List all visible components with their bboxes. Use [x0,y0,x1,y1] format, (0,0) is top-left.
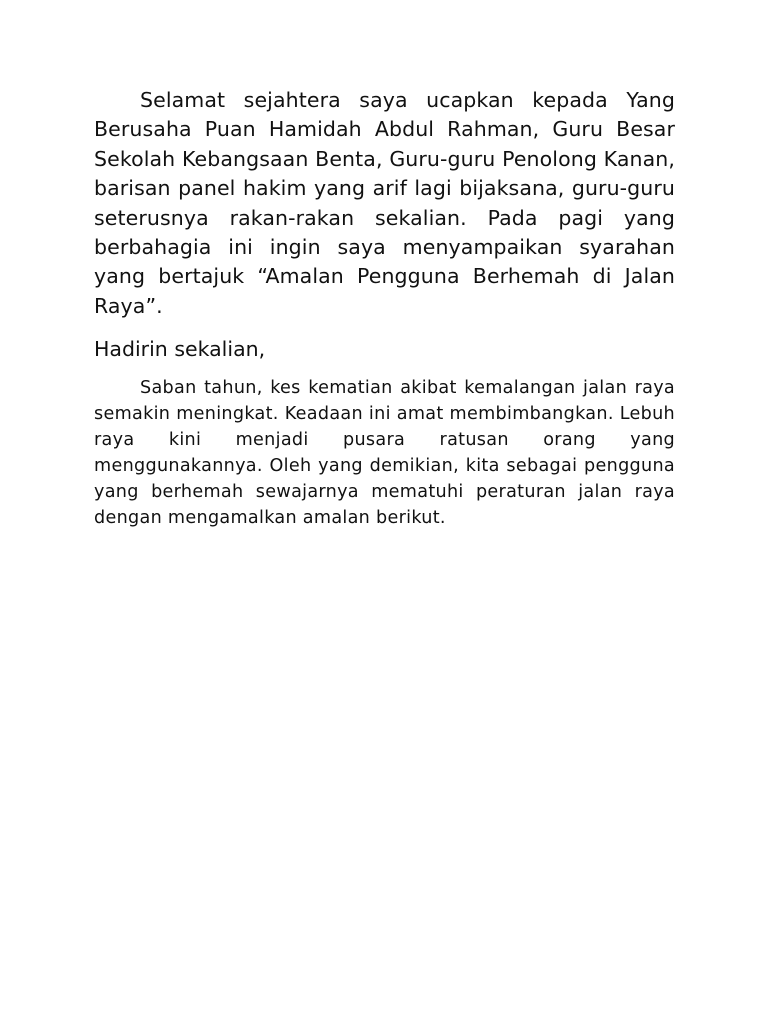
document-page [94,86,675,531]
opening-paragraph: Selamat sejahtera saya ucapkan kepada Yang Berusaha Puan Hamidah Abdul Rahman, Guru Besar Sekolah Kebangsaan Benta, Guru-guru Penolong Kanan, barisan panel hakim yang arif lagi bijaksana, guru-guru seterusnya rakan-rakan sekalian. Pada pagi yang berbahagia ini ingin saya menyampaikan syarahan yang bertajuk “Amalan Pengguna Berhemah di Jalan Raya”. [94,88,675,318]
salutation-line: Hadirin sekalian, [94,337,266,362]
body-paragraph: Saban tahun, kes kematian akibat kemalangan jalan raya semakin meningkat. Keadaan ini amat membimbangkan. Lebuh raya kini menjadi pusara ratusan orang yang menggunakannya. Oleh yang demikian, kita sebagai pengguna yang berhemah sewajarnya mematuhi peraturan jalan raya dengan mengamalkan amalan berikut. [94,377,675,528]
